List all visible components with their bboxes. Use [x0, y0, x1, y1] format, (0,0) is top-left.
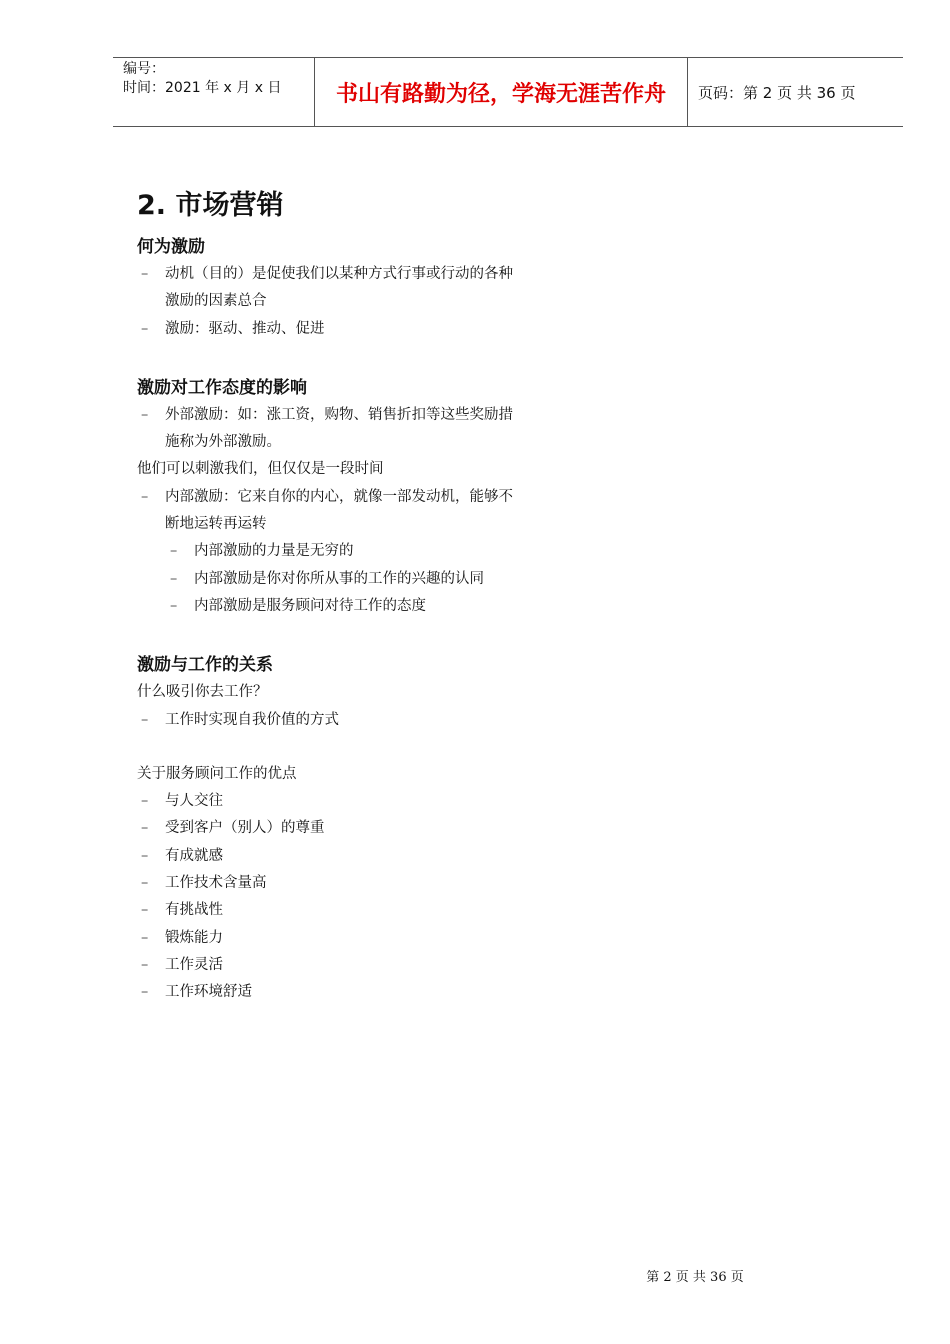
dash-marker: – [141, 984, 149, 1001]
dash-marker: – [170, 543, 178, 560]
list-item-text: 锻炼能力 [165, 929, 223, 946]
list-item-text: 工作时实现自我价值的方式 [165, 711, 339, 728]
header-meta [113, 58, 314, 126]
dash-marker: – [141, 875, 149, 892]
dash-marker: – [141, 820, 149, 837]
list-item [137, 402, 577, 429]
dash-marker: – [141, 929, 149, 946]
number-label: 编号： [123, 61, 165, 77]
list-item-continuation: 断地运转再运转 [165, 516, 267, 533]
list-item-text: 受到客户（别人）的尊重 [165, 820, 325, 837]
list-item-text: 动机（目的）是促使我们以某种方式行事或行动的各种 [165, 266, 513, 282]
dash-marker: – [141, 902, 149, 919]
page-footer: 第 2 页 共 36 页 [646, 1270, 744, 1285]
page-header [113, 57, 903, 127]
dash-marker: – [141, 406, 149, 423]
list-item [137, 707, 577, 734]
list-item-text: 工作灵活 [165, 956, 223, 973]
list-item-text: 工作环境舒适 [165, 984, 252, 1001]
list-item-text: 内部激励：它来自你的内心，就像一部发动机，能够不 [165, 488, 513, 505]
list-item [137, 843, 577, 870]
dash-marker: – [141, 266, 149, 282]
paragraph: 关于服务顾问工作的优点 [137, 765, 297, 782]
list-item [137, 952, 577, 979]
header-motto: 书山有路勤为径，学海无涯苦作舟 [314, 58, 688, 126]
dash-marker: – [141, 847, 149, 864]
list-item [137, 815, 577, 842]
section-heading-motivation-work: 激励与工作的关系 [137, 655, 273, 676]
list-item [137, 316, 577, 343]
list-item-text: 有成就感 [165, 847, 223, 864]
dash-marker: – [141, 488, 149, 505]
time-label: 时间：2021 年 x 月 x 日 [123, 80, 282, 96]
list-item-text: 工作技术含量高 [165, 875, 267, 892]
document-body [137, 186, 577, 1007]
dash-marker: – [141, 956, 149, 973]
list-item [137, 979, 577, 1006]
sub-list-item-text: 内部激励是服务顾问对待工作的态度 [194, 597, 426, 614]
list-item-continuation: 施称为外部激励。 [165, 434, 281, 451]
dash-marker: – [170, 597, 178, 614]
paragraph: 他们可以刺激我们，但仅仅是一段时间 [137, 461, 384, 478]
list-item [137, 870, 577, 897]
sub-list-item [137, 566, 577, 593]
sub-list-item-text: 内部激励是你对你所从事的工作的兴趣的认同 [194, 570, 484, 587]
list-item-text: 与人交往 [165, 793, 223, 810]
page-title: 2. 市场营销 [137, 190, 284, 221]
dash-marker: – [141, 793, 149, 810]
section-heading-motivation-attitude: 激励对工作态度的影响 [137, 377, 307, 398]
paragraph: 什么吸引你去工作？ [137, 684, 268, 701]
sub-list-item-text: 内部激励的力量是无穷的 [194, 543, 354, 560]
list-item-continuation: 激励的因素总合 [165, 293, 267, 310]
dash-marker: – [141, 320, 149, 337]
header-page-label: 页码：第 2 页 共 36 页 [698, 83, 856, 102]
sub-list-item [137, 593, 577, 620]
section-heading-what-is-motivation: 何为激励 [137, 237, 205, 257]
list-item [137, 897, 577, 924]
sub-list-item [137, 538, 577, 565]
list-item-text: 激励：驱动、推动、促进 [165, 320, 325, 337]
list-item [137, 484, 577, 511]
list-item [137, 261, 577, 288]
list-item [137, 788, 577, 815]
dash-marker: – [170, 570, 178, 587]
dash-marker: – [141, 711, 149, 728]
list-item [137, 925, 577, 952]
list-item-text: 有挑战性 [165, 902, 223, 919]
list-item-text: 外部激励：如：涨工资，购物、销售折扣等这些奖励措 [165, 406, 513, 423]
